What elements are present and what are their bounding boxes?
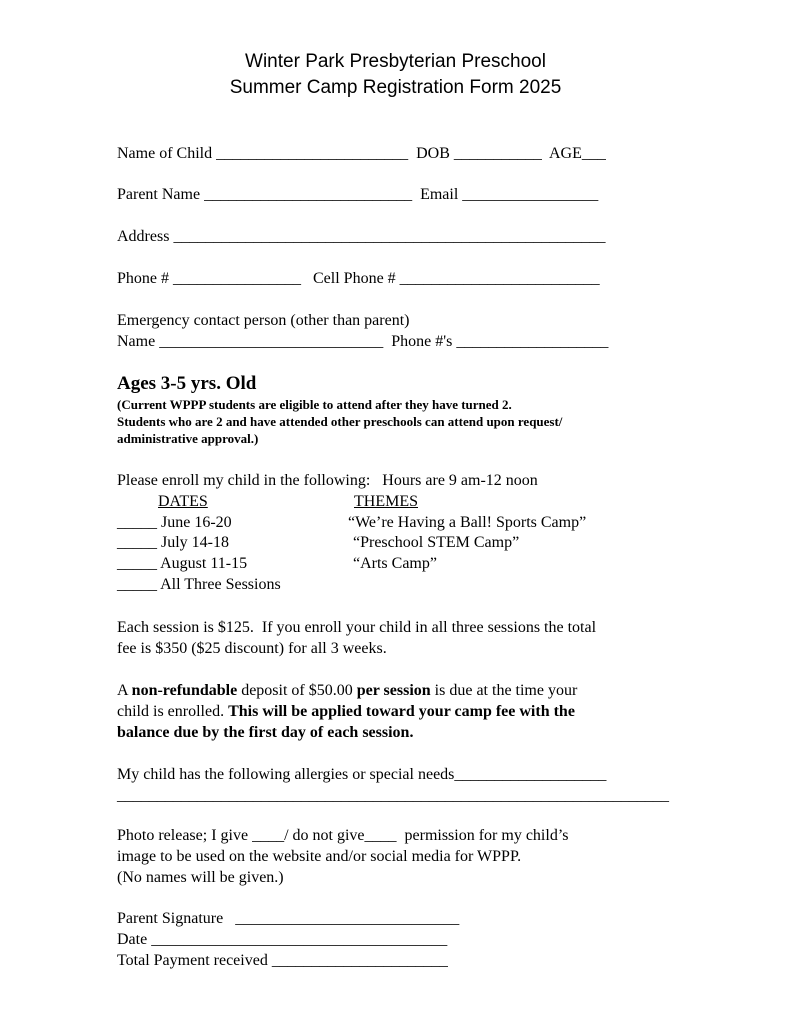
session-date-all-three[interactable]: _____ All Three Sessions bbox=[117, 576, 281, 593]
photo-release-line2: image to be used on the website and/or social media for WPPP. bbox=[117, 848, 522, 865]
deposit-line2: child is enrolled. This will be applied toward your camp fee with the bbox=[117, 703, 575, 720]
session-theme-june: “We’re Having a Ball! Sports Camp” bbox=[348, 514, 587, 531]
parent-name-email-field[interactable]: Parent Name __________________________ Email _________________ bbox=[117, 186, 599, 203]
date-field[interactable]: Date _____________________________________ bbox=[117, 931, 448, 948]
enroll-intro: Please enroll my child in the following: Hours are 9 am-12 noon bbox=[117, 472, 538, 489]
child-name-dob-age-field[interactable]: Name of Child ________________________ DOB ___________ AGE___ bbox=[117, 145, 606, 162]
allergies-field-continued[interactable]: _____________________________________________________________________ bbox=[117, 787, 669, 804]
form-title-line2: Summer Camp Registration Form 2025 bbox=[229, 77, 562, 98]
form-title-line1: Winter Park Presbyterian Preschool bbox=[245, 51, 546, 72]
photo-release-line1[interactable]: Photo release; I give ____/ do not give____ permission for my child’s bbox=[117, 827, 569, 844]
session-theme-august: “Arts Camp” bbox=[353, 555, 437, 572]
total-payment-field[interactable]: Total Payment received ______________________ bbox=[117, 952, 448, 969]
ages-note-line3: administrative approval.) bbox=[117, 431, 259, 446]
ages-note-line2: Students who are 2 and have attended other preschools can attend upon request/ bbox=[117, 414, 563, 429]
session-theme-july: “Preschool STEM Camp” bbox=[353, 534, 520, 551]
emergency-contact-label: Emergency contact person (other than parent) bbox=[117, 312, 410, 329]
photo-release-line3: (No names will be given.) bbox=[117, 869, 284, 886]
allergies-field[interactable]: My child has the following allergies or special needs___________________ bbox=[117, 766, 607, 783]
ages-heading: Ages 3-5 yrs. Old bbox=[117, 373, 257, 394]
session-date-july[interactable]: _____ July 14-18 bbox=[117, 534, 229, 551]
fees-line2: fee is $350 ($25 discount) for all 3 weeks. bbox=[117, 640, 387, 657]
session-date-august[interactable]: _____ August 11-15 bbox=[117, 555, 248, 572]
address-field[interactable]: Address ______________________________________________________ bbox=[117, 228, 606, 245]
phone-fields[interactable]: Phone # ________________ Cell Phone # _________________________ bbox=[117, 270, 600, 287]
ages-note-line1: (Current WPPP students are eligible to attend after they have turned 2. bbox=[117, 397, 512, 412]
deposit-line3: balance due by the first day of each session. bbox=[117, 724, 414, 741]
parent-signature-field[interactable]: Parent Signature ____________________________ bbox=[117, 910, 460, 927]
deposit-line1: A non-refundable deposit of $50.00 per session is due at the time your bbox=[117, 682, 578, 699]
themes-column-header: THEMES bbox=[354, 493, 418, 510]
emergency-name-phone-field[interactable]: Name ____________________________ Phone #'s ___________________ bbox=[117, 333, 609, 350]
session-date-june[interactable]: _____ June 16-20 bbox=[117, 514, 232, 531]
fees-line1: Each session is $125. If you enroll your child in all three sessions the total bbox=[117, 619, 597, 636]
dates-column-header: DATES bbox=[158, 493, 208, 510]
